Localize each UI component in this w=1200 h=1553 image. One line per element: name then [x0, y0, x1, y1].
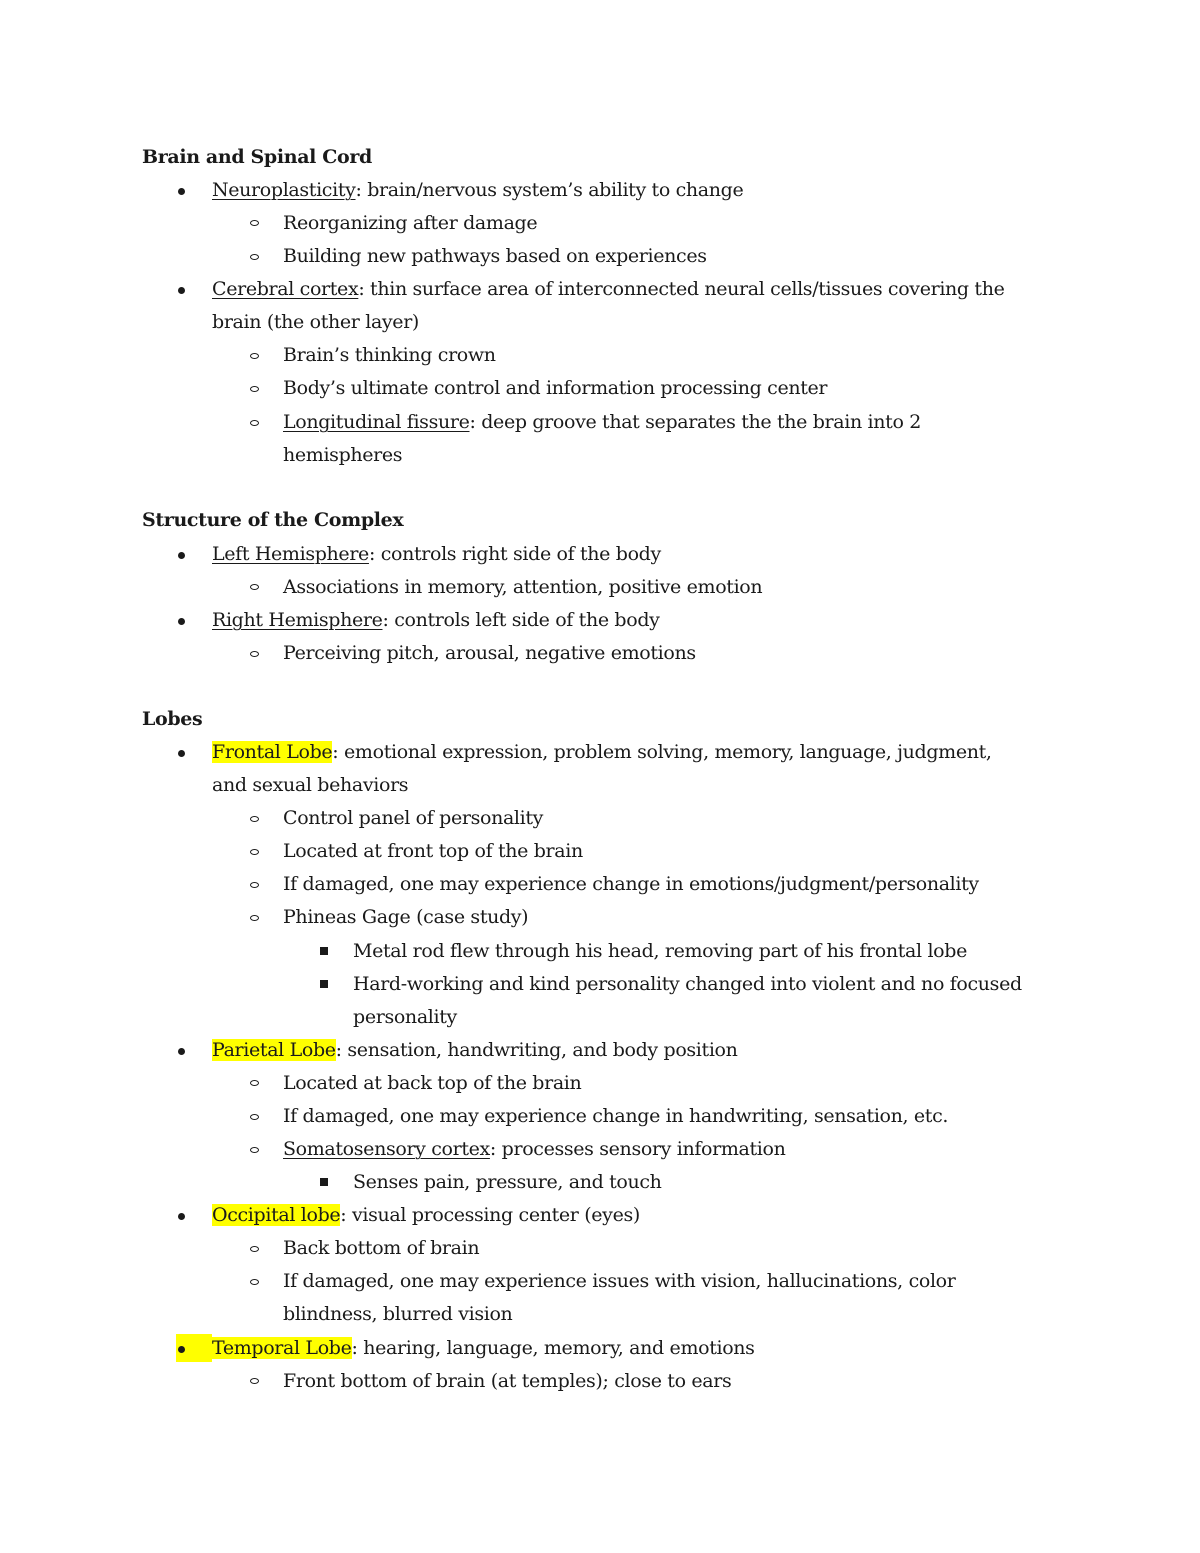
list-item: Front bottom of brain (at temples); close to ears: [283, 1370, 732, 1392]
bullet-circle: [250, 816, 259, 822]
list-item: [283, 406, 921, 439]
bullet-circle: [250, 220, 259, 226]
bullet-circle: [250, 1378, 259, 1384]
list-item: Hard-working and kind personality changed into violent and no focused: [353, 973, 1022, 995]
highlighted-term: Temporal Lobe: [212, 1337, 352, 1359]
bullet-square: [320, 947, 328, 955]
list-item: Senses pain, pressure, and touch: [353, 1171, 662, 1193]
list-item: Back bottom of brain: [283, 1237, 480, 1259]
term: Left Hemisphere: [212, 543, 369, 565]
highlighted-term: Parietal Lobe: [212, 1039, 336, 1061]
section-heading: Lobes: [142, 708, 203, 730]
list-item-continuation: brain (the other layer): [212, 311, 419, 333]
section-heading: Brain and Spinal Cord: [142, 146, 372, 168]
bullet-disc: [178, 188, 185, 195]
list-item: Located at back top of the brain: [283, 1072, 582, 1094]
list-item: [212, 1199, 640, 1232]
list-item: [212, 538, 661, 571]
bullet-disc: [178, 750, 185, 757]
definition: : brain/nervous system’s ability to change: [355, 179, 744, 201]
definition: : sensation, handwriting, and body position: [335, 1039, 738, 1061]
definition: : emotional expression, problem solving, memory, language, judgment,: [332, 741, 992, 763]
bullet-circle: [250, 651, 259, 657]
list-item: If damaged, one may experience change in handwriting, sensation, etc.: [283, 1105, 949, 1127]
bullet-circle: [250, 915, 259, 921]
bullet-circle: [250, 254, 259, 260]
list-item: Reorganizing after damage: [283, 212, 538, 234]
list-item: Brain’s thinking crown: [283, 344, 496, 366]
bullet-circle: [250, 849, 259, 855]
definition: : visual processing center (eyes): [340, 1204, 640, 1226]
list-item: Control panel of personality: [283, 807, 544, 829]
list-item: Associations in memory, attention, positive emotion: [283, 576, 763, 598]
list-item: If damaged, one may experience change in emotions/judgment/personality: [283, 873, 979, 895]
list-item: [212, 604, 660, 637]
bullet-disc: [178, 287, 185, 294]
list-item: [212, 1332, 755, 1365]
highlighted-term: Frontal Lobe: [212, 741, 333, 763]
bullet-square: [320, 1178, 328, 1186]
list-item: [212, 273, 1005, 306]
list-item: [212, 174, 743, 207]
bullet-disc: [178, 1048, 185, 1055]
list-item: Building new pathways based on experiences: [283, 245, 707, 267]
bullet-disc: [178, 1346, 185, 1353]
list-item: [212, 1034, 738, 1067]
term: Longitudinal fissure: [283, 411, 470, 433]
definition: : deep groove that separates the the brain into 2: [469, 411, 921, 433]
bullet-circle: [250, 420, 259, 426]
bullet-circle: [250, 1114, 259, 1120]
term: Somatosensory cortex: [283, 1138, 490, 1160]
list-item-continuation: hemispheres: [283, 444, 403, 466]
bullet-disc: [178, 618, 185, 625]
bullet-circle: [250, 1147, 259, 1153]
bullet-circle: [250, 1279, 259, 1285]
definition: : hearing, language, memory, and emotions: [351, 1337, 755, 1359]
list-item-continuation: blindness, blurred vision: [283, 1303, 513, 1325]
term: Right Hemisphere: [212, 609, 383, 631]
list-item: [212, 736, 992, 769]
list-item: Located at front top of the brain: [283, 840, 583, 862]
definition: : thin surface area of interconnected neural cells/tissues covering the: [358, 278, 1005, 300]
list-item: Perceiving pitch, arousal, negative emotions: [283, 642, 696, 664]
bullet-disc: [178, 552, 185, 559]
list-item-continuation: personality: [353, 1006, 457, 1028]
list-item: Metal rod flew through his head, removing part of his frontal lobe: [353, 940, 967, 962]
definition: : controls right side of the body: [368, 543, 661, 565]
highlighted-term: Occipital lobe: [212, 1204, 341, 1226]
term: Cerebral cortex: [212, 278, 359, 300]
bullet-circle: [250, 1080, 259, 1086]
bullet-circle: [250, 353, 259, 359]
term: Neuroplasticity: [212, 179, 356, 201]
list-item: Phineas Gage (case study): [283, 906, 529, 928]
bullet-circle: [250, 386, 259, 392]
bullet-circle: [250, 882, 259, 888]
definition: : processes sensory information: [489, 1138, 786, 1160]
bullet-disc: [178, 1213, 185, 1220]
list-item-continuation: and sexual behaviors: [212, 774, 409, 796]
list-item: If damaged, one may experience issues with vision, hallucinations, color: [283, 1270, 956, 1292]
section-heading: Structure of the Complex: [142, 509, 404, 531]
list-item: Body’s ultimate control and information processing center: [283, 377, 828, 399]
bullet-circle: [250, 1246, 259, 1252]
bullet-square: [320, 980, 328, 988]
list-item: [283, 1133, 786, 1166]
bullet-circle: [250, 584, 259, 590]
definition: : controls left side of the body: [382, 609, 660, 631]
